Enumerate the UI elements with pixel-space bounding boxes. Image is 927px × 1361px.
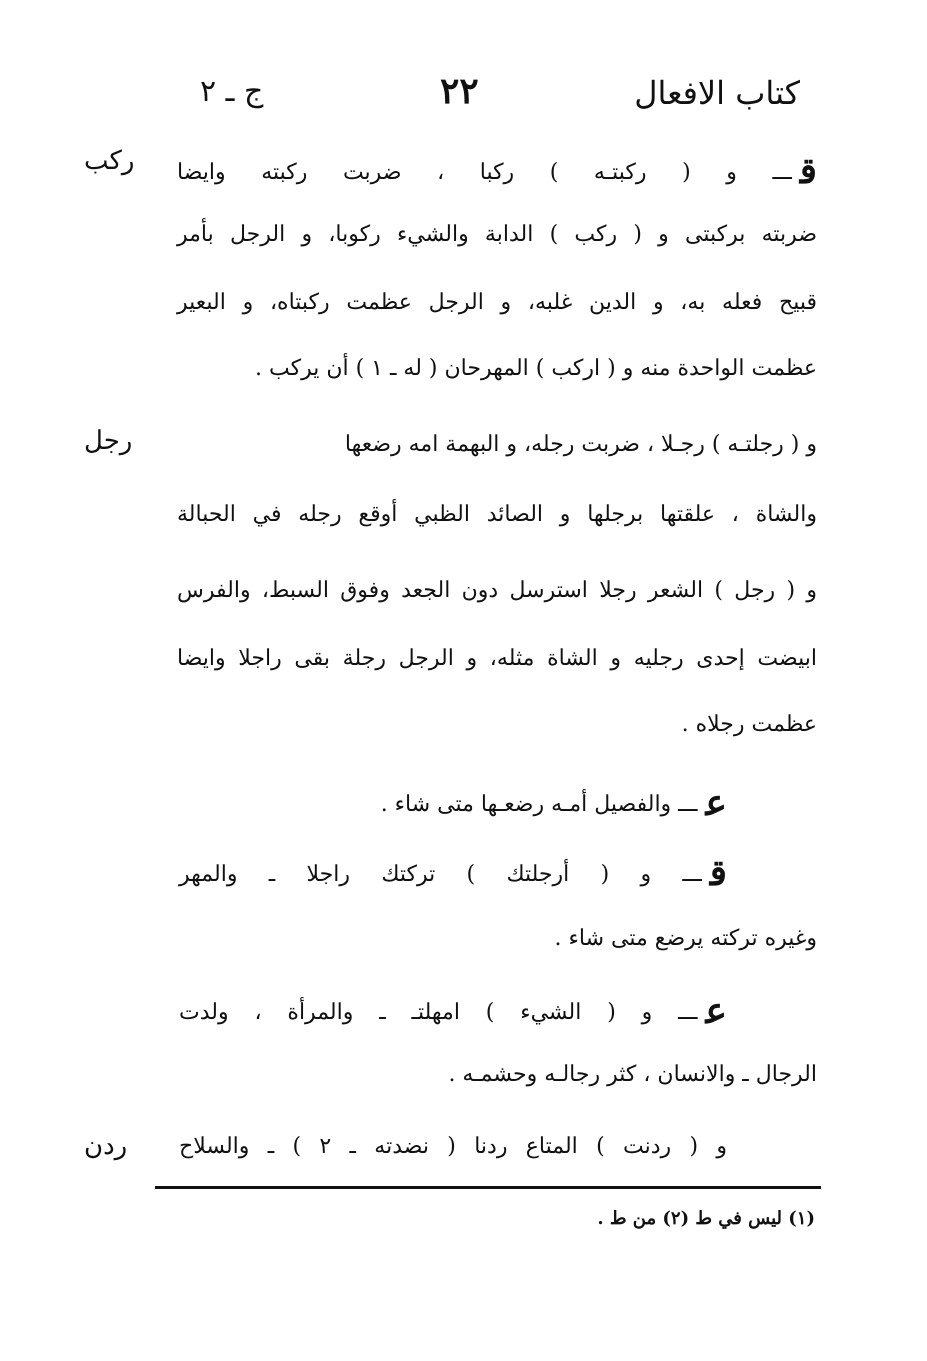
book-title: كتاب الافعال — [634, 74, 800, 112]
footnote-rule — [155, 1186, 821, 1189]
entry-text: ـــ و ( الشيء ) امهلتـ ـ والمرأة ، ولدت — [179, 1000, 698, 1025]
source-marker: ع — [705, 782, 727, 824]
entry-line: و ( ردنت ) المتاع ردنا ( نضدته ـ ٢ ) ـ والسلاح — [179, 1134, 727, 1159]
margin-headword-radan: ردن — [84, 1131, 128, 1161]
entry-line: قبيح فعله به، و الدين غلبه، و الرجل عظمت ركبتاه، و البعير — [177, 290, 817, 315]
source-marker: ق — [799, 150, 817, 192]
entry-line: ابيضت إحدى رجليه و الشاة مثله، و الرجل رجلة بقى راجلا وايضا — [177, 646, 817, 671]
volume-label: ج ـ ٢ — [200, 74, 264, 109]
source-marker: ع — [705, 990, 727, 1032]
entry-line: عظمت الواحدة منه و ( اركب ) المهرحان ( له ـ ١ ) أن يركب . — [255, 356, 817, 381]
entry-line: ضربته بركبتى و ( ركب ) الدابة والشيء ركوبا، و الرجل بأمر — [177, 222, 817, 247]
page-number: ٢٢ — [440, 70, 479, 112]
entry-line: وغيره تركته يرضع متى شاء . — [554, 926, 817, 951]
sub-entry — [381, 782, 727, 824]
margin-headword-rakab: ركب — [84, 146, 135, 176]
page-header — [180, 70, 800, 130]
entry-line: و ( رجل ) الشعر رجلا استرسل دون الجعد وفوق السبط، والفرس — [177, 578, 817, 603]
margin-headword-rajal: رجل — [84, 426, 133, 456]
footnote: (١) ليس في ط (٢) من ط . — [597, 1208, 815, 1229]
entry-text: ـــ و ( ركبتـه ) ركبا ، ضربت ركبته وايضا — [177, 160, 792, 185]
entry-line: و ( رجلتـه ) رجـلا ، ضربت رجله، و البهمة امه رضعها — [344, 432, 817, 457]
entry-line: عظمت رجلاه . — [681, 712, 817, 737]
entry-line — [177, 150, 817, 192]
entry-line — [179, 852, 727, 894]
source-marker: ق — [709, 852, 727, 894]
entry-line — [179, 990, 727, 1032]
entry-line: والشاة ، علقتها برجلها و الصائد الظبي أوقع رجله في الحبالة — [177, 502, 817, 527]
entry-text: ـــ والفصيل أمـه رضعـها متى شاء . — [380, 792, 698, 817]
entry-line: الرجال ـ والانسان ، كثر رجالـه وحشمـه . — [448, 1062, 817, 1087]
entry-text: ـــ و ( أرجلتك ) تركتك راجلا ـ والمهر — [179, 862, 702, 887]
